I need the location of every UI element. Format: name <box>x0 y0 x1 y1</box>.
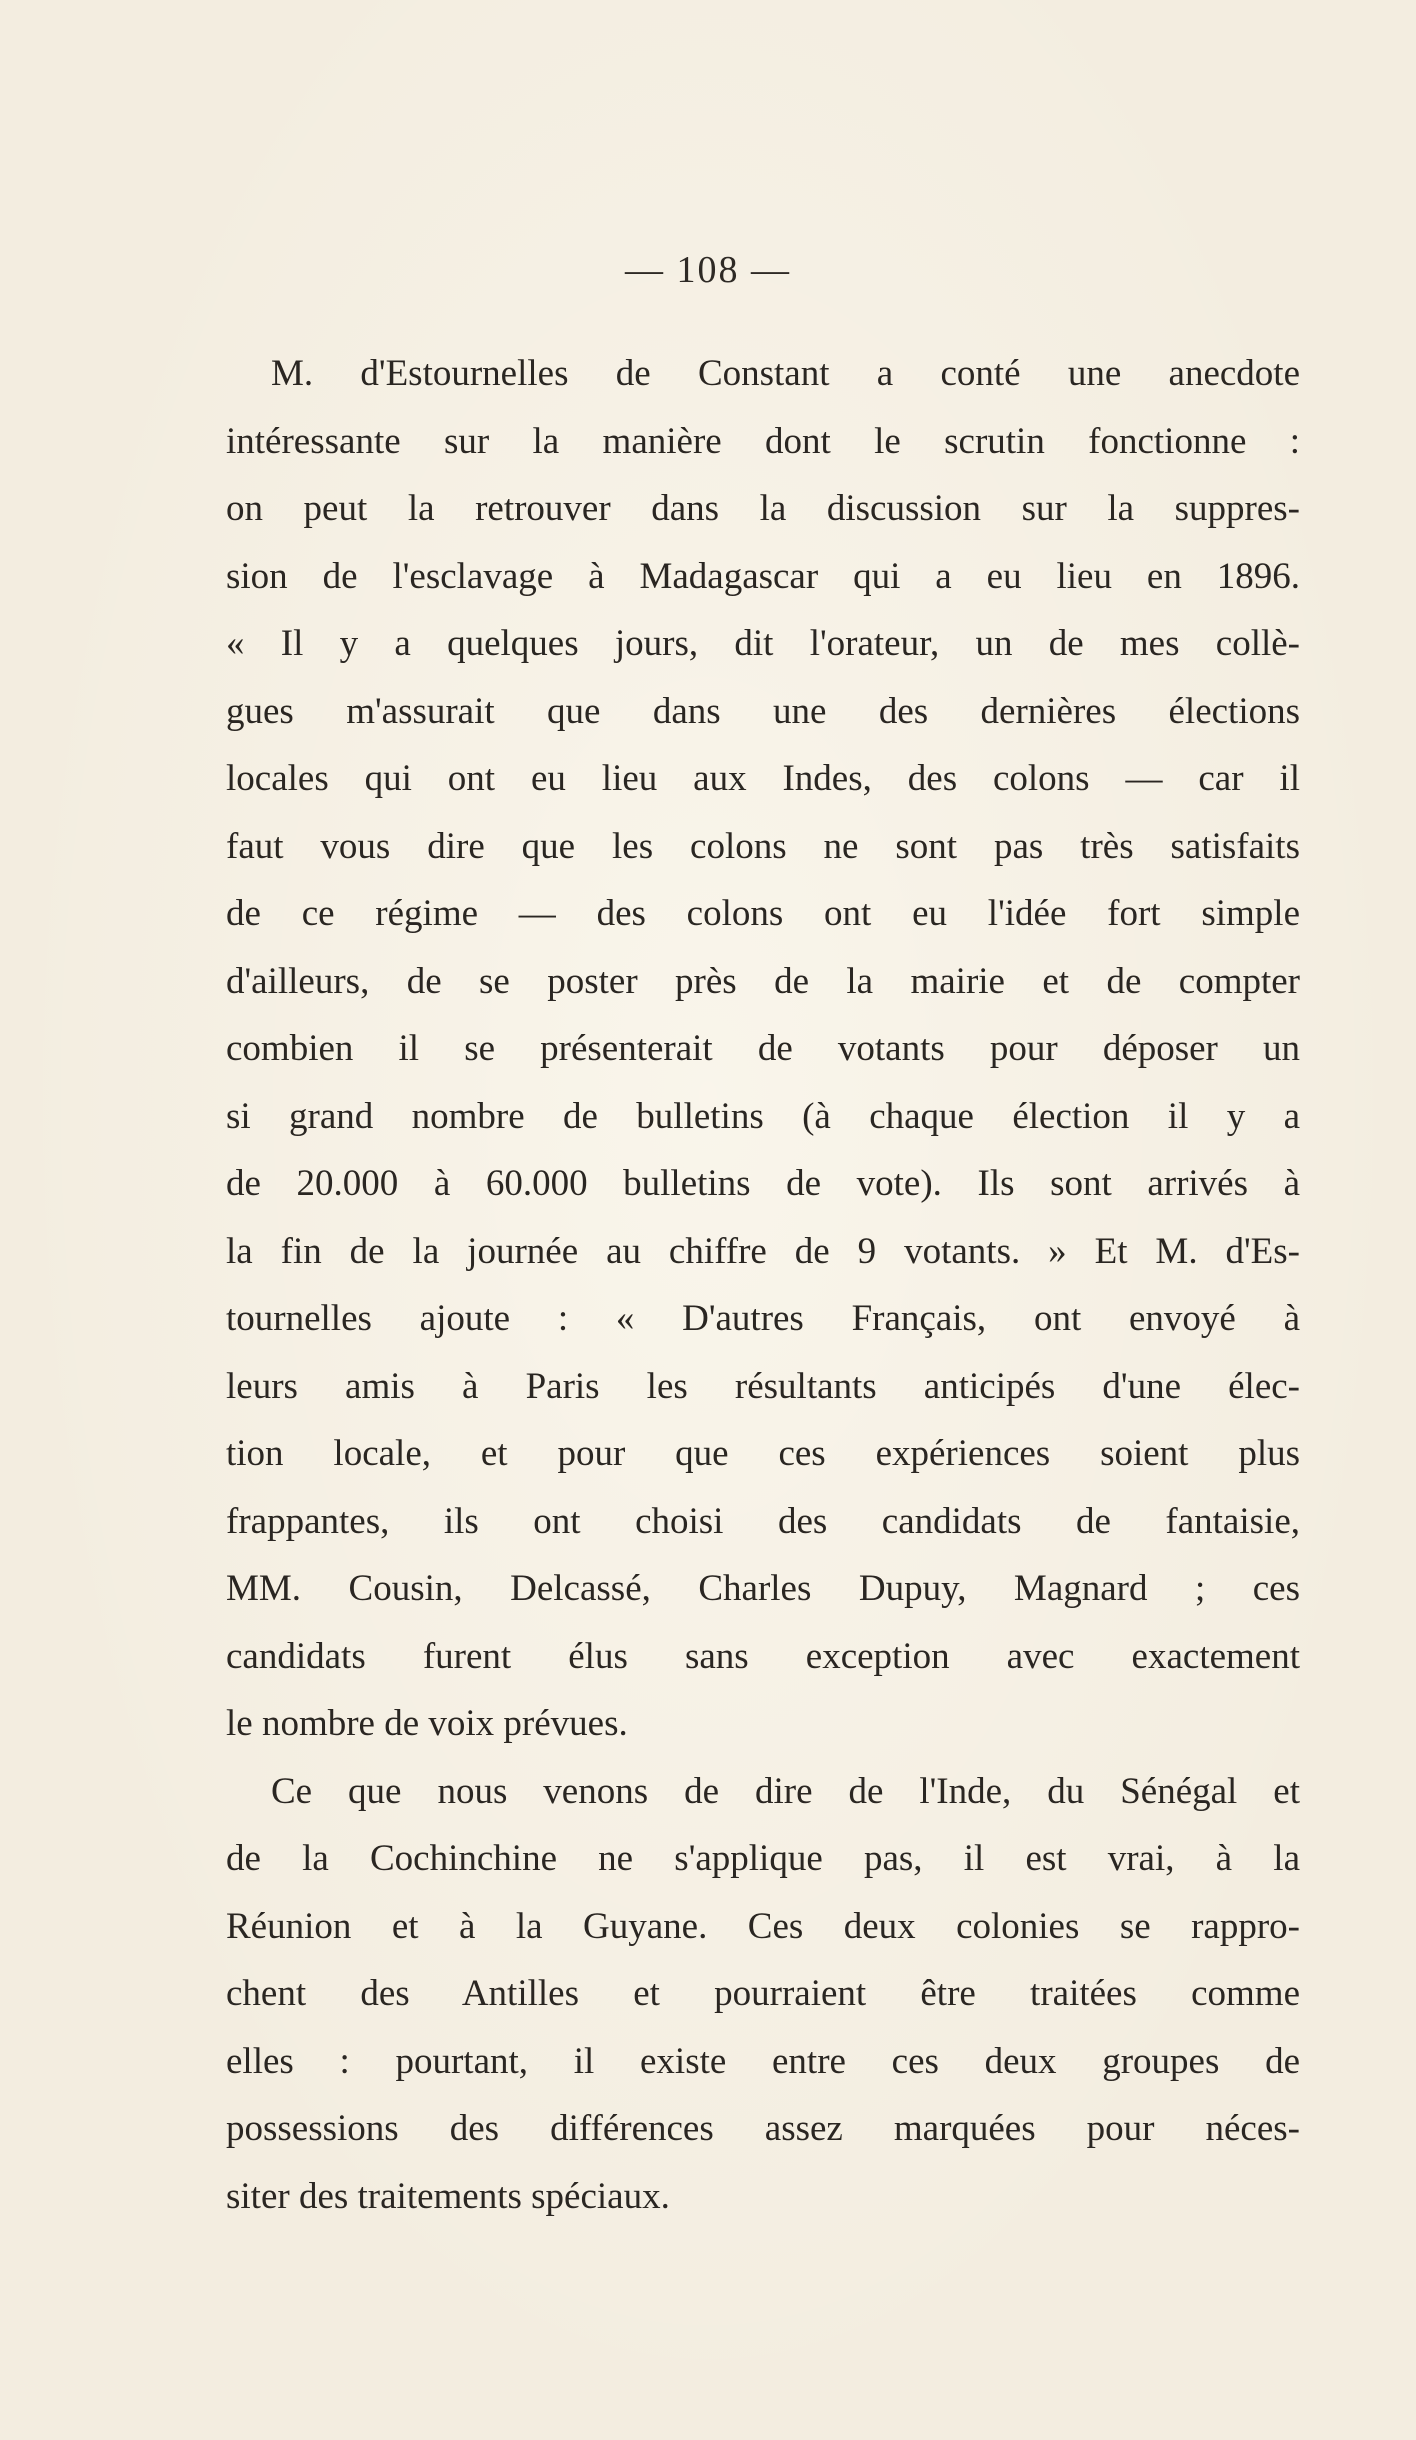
text-line: MM. Cousin, Delcassé, Charles Dupuy, Magnard ; ces <box>226 1568 1300 1609</box>
body-text <box>226 340 1300 2230</box>
text-line: siter des traitements spéciaux. <box>226 2175 670 2217</box>
text-line: sion de l'esclavage à Madagascar qui a eu lieu en 1896. <box>226 555 1300 597</box>
text-line: de 20.000 à 60.000 bulletins de vote). Ils sont arrivés à <box>226 1163 1300 1204</box>
text-line: elles : pourtant, il existe entre ces deux groupes de <box>226 2040 1300 2082</box>
text-line: locales qui ont eu lieu aux Indes, des colons — car il <box>226 758 1300 799</box>
text-line: frappantes, ils ont choisi des candidats de fantaisie, <box>226 1500 1300 1542</box>
text-line: si grand nombre de bulletins (à chaque élection il y a <box>226 1095 1300 1137</box>
text-line: « Il y a quelques jours, dit l'orateur, un de mes collè- <box>226 623 1300 664</box>
text-line: Ce que nous venons de dire de l'Inde, du Sénégal et <box>271 1770 1300 1812</box>
text-line: intéressante sur la manière dont le scrutin fonctionne : <box>226 420 1300 462</box>
text-line: de la Cochinchine ne s'applique pas, il est vrai, à la <box>226 1838 1300 1879</box>
text-line: leurs amis à Paris les résultants anticipés d'une élec- <box>226 1365 1300 1407</box>
text-line: on peut la retrouver dans la discussion sur la suppres- <box>226 488 1300 529</box>
text-line: Réunion et à la Guyane. Ces deux colonies se rappro- <box>226 1905 1300 1947</box>
page-number: — 108 — <box>625 249 791 291</box>
text-line: candidats furent élus sans exception avec exactement <box>226 1635 1300 1677</box>
text-line: combien il se présenterait de votants pour déposer un <box>226 1028 1300 1069</box>
text-line: chent des Antilles et pourraient être traitées comme <box>226 1973 1300 2014</box>
text-line: d'ailleurs, de se poster près de la mairie et de compter <box>226 960 1300 1002</box>
text-line: gues m'assurait que dans une des dernières élections <box>226 690 1300 732</box>
text-line: tournelles ajoute : « D'autres Français, ont envoyé à <box>226 1298 1300 1339</box>
text-line: le nombre de voix prévues. <box>226 1703 628 1744</box>
text-line: possessions des différences assez marquées pour néces- <box>226 2108 1300 2149</box>
text-line: la fin de la journée au chiffre de 9 votants. » Et M. d'Es- <box>226 1230 1300 1272</box>
text-line: tion locale, et pour que ces expériences soient plus <box>226 1433 1300 1474</box>
text-line: de ce régime — des colons ont eu l'idée fort simple <box>226 893 1300 934</box>
text-line: M. d'Estournelles de Constant a conté une anecdote <box>271 353 1300 394</box>
text-line: faut vous dire que les colons ne sont pas très satisfaits <box>226 825 1300 867</box>
